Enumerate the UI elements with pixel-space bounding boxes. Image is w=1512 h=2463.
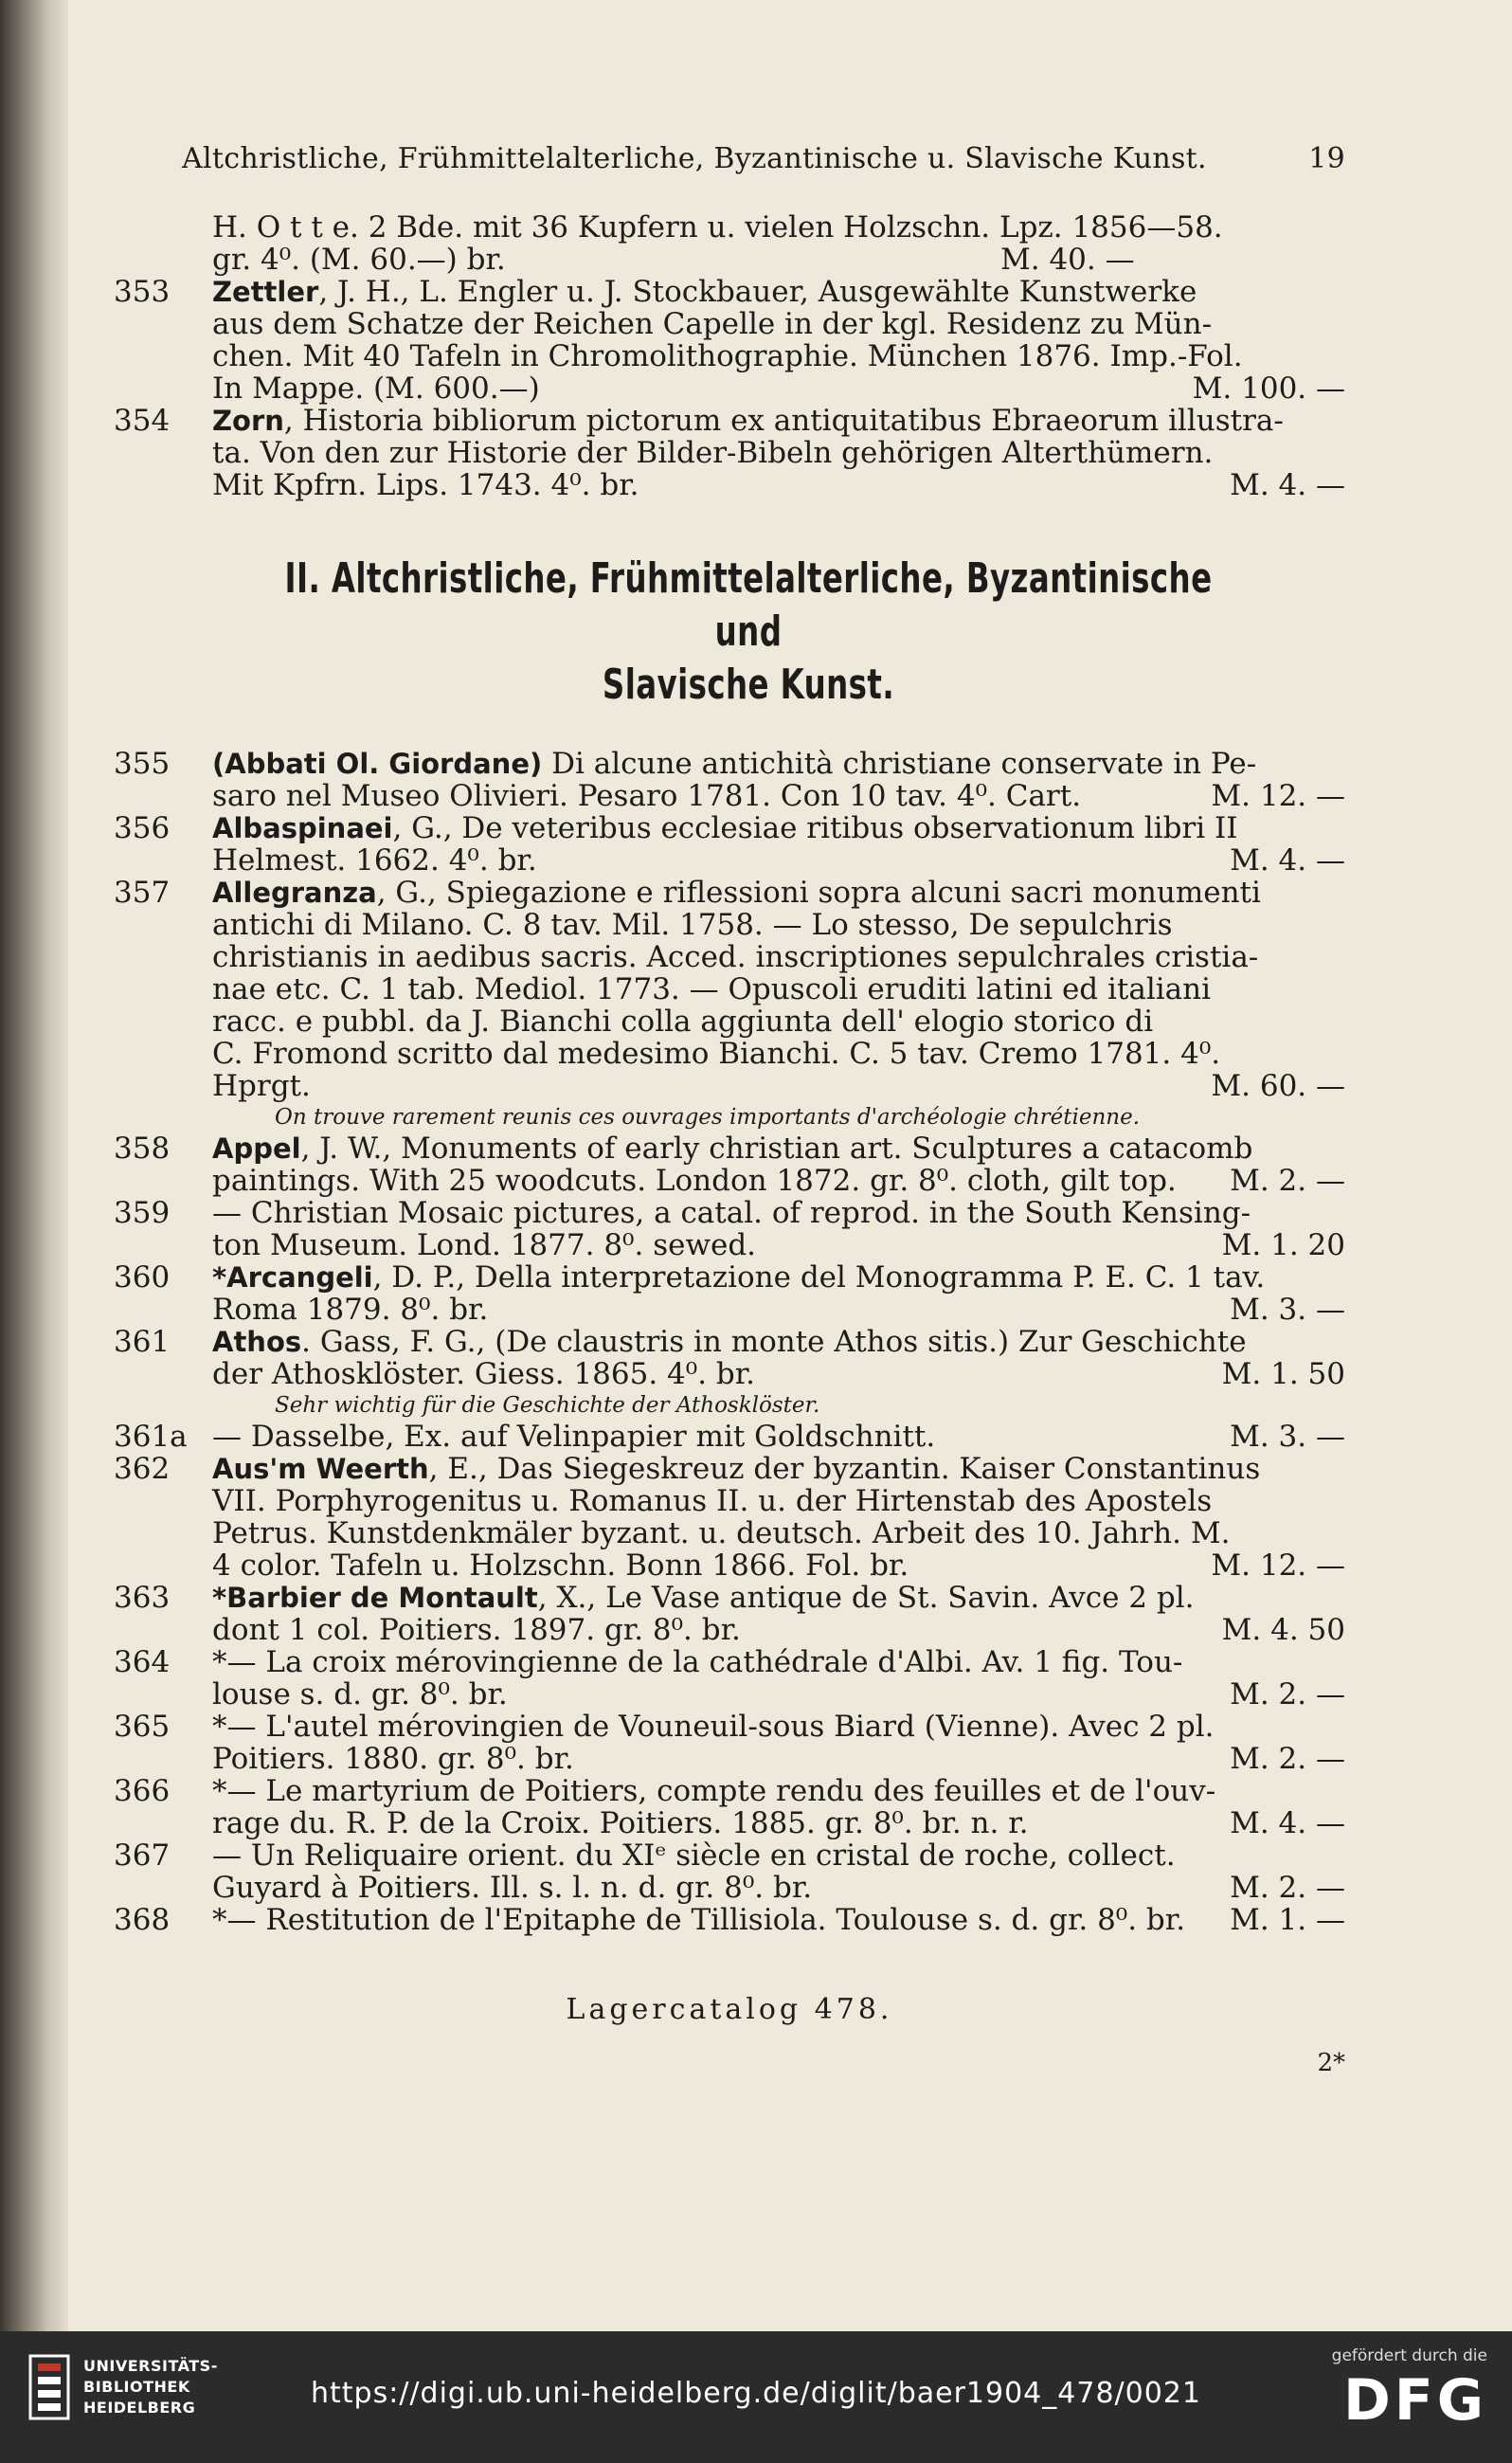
page-number: 19	[1308, 142, 1345, 175]
library-name: UNIVERSITÄTS- BIBLIOTHEK HEIDELBERG	[83, 2357, 218, 2417]
entry-text: , G., Spiegazione e riflessioni sopra alcuni sacri monumenti	[376, 876, 1261, 910]
entry-number: 353	[114, 275, 171, 309]
entry-price: M. 2. —	[1230, 1742, 1345, 1776]
catalog-entry	[114, 1646, 1345, 1711]
entry-price: M. 4. —	[1230, 843, 1345, 878]
dfg-funding-logo[interactable]	[1332, 2346, 1487, 2436]
entry-text: VII. Porphyrogenitus u. Romanus II. u. der Hirtenstab des Apostels	[212, 1484, 1213, 1518]
entry-note: Sehr wichtig für die Geschichte der Athosklöster.	[275, 1393, 820, 1418]
entry-text: Di alcune antichità christiane conservate in Pe-	[542, 747, 1257, 781]
entry-number: 357	[114, 876, 171, 910]
book-spine-edge	[0, 0, 68, 2331]
entry-text: C. Fromond scritto dal medesimo Bianchi. C. 5 tav. Cremo 1781. 4⁰.	[212, 1037, 1221, 1071]
entry-line	[212, 1904, 1345, 1936]
entry-author: Zettler	[212, 276, 319, 308]
catalog-entry	[114, 1453, 1345, 1582]
entry-line	[212, 340, 1345, 372]
page-content	[114, 142, 1345, 2083]
entry-price: M. 1. 50	[1221, 1357, 1345, 1391]
entry-line	[212, 1614, 1345, 1646]
entry-text: louse s. d. gr. 8⁰. br.	[212, 1677, 508, 1711]
entry-line	[212, 1646, 1345, 1678]
entry-text: Guyard à Poitiers. Ill. s. l. n. d. gr. 8⁰. br.	[212, 1871, 813, 1905]
entry-author: Albaspinaei	[212, 812, 393, 844]
entry-text: *— L'autel mérovingien de Vouneuil-sous Biard (Vienne). Avec 2 pl.	[212, 1710, 1215, 1744]
entry-line	[212, 877, 1345, 909]
entry-text: der Athosklöster. Giess. 1865. 4⁰. br.	[212, 1357, 756, 1391]
entry-price: M. 60. —	[1211, 1069, 1345, 1103]
entries-before-section	[114, 276, 1345, 501]
entry-text: racc. e pubbl. da J. Bianchi colla aggiunta dell' elogio storico di	[212, 1005, 1154, 1039]
entry-text: antichi di Milano. C. 8 tav. Mil. 1758. — Lo stesso, De sepulchris	[212, 908, 1173, 942]
entry-text: *— Le martyrium de Poitiers, compte rendu des feuilles et de l'ouv-	[212, 1774, 1216, 1808]
entry-author: Allegranza	[212, 877, 377, 909]
entry-line	[212, 1165, 1345, 1197]
entry-text: , J. W., Monuments of early christian art. Sculptures a catacomb	[300, 1132, 1253, 1166]
continued-line: H. O t t e. 2 Bde. mit 36 Kupfern u. vielen Holzschn. Lpz. 1856—58.	[212, 210, 1223, 244]
entry-author: Athos	[212, 1326, 302, 1358]
entry-text: Roma 1879. 8⁰. br.	[212, 1293, 489, 1327]
entry-text: , Historia bibliorum pictorum ex antiquitatibus Ebraeorum illustra-	[283, 404, 1284, 438]
entry-line	[212, 941, 1345, 973]
entry-text: christianis in aedibus sacris. Acced. inscriptiones sepulchrales cristia-	[212, 940, 1259, 974]
entry-text: , E., Das Siegeskreuz der byzantin. Kaiser Constantinus	[428, 1452, 1261, 1486]
entry-price: M. 2. —	[1230, 1164, 1345, 1198]
entry-line	[212, 973, 1345, 1005]
continued-line: gr. 4⁰. (M. 60.—) br. M. 40. —	[212, 243, 1135, 277]
entry-line	[212, 1485, 1345, 1517]
entry-text: rage du. R. P. de la Croix. Poitiers. 1885. gr. 8⁰. br. n. r.	[212, 1806, 1029, 1840]
dfg-wordmark: DFG	[1342, 2367, 1487, 2434]
entry-text: nae etc. C. 1 tab. Mediol. 1773. — Opuscoli eruditi latini ed italiani	[212, 972, 1212, 1006]
entry-number: 363	[114, 1581, 171, 1615]
entry-line	[212, 1582, 1345, 1614]
entry-text: aus dem Schatze der Reichen Capelle in der kgl. Residenz zu Mün-	[212, 307, 1213, 341]
entry-author: Zorn	[212, 405, 284, 437]
section-title-line: Slavische Kunst.	[602, 661, 895, 709]
entry-line	[212, 780, 1345, 812]
entry-line	[212, 1070, 1345, 1102]
entry-line	[212, 1711, 1345, 1743]
catalog-entry	[114, 1197, 1345, 1261]
entry-author: *Barbier de Montault	[212, 1582, 538, 1614]
entry-text: 4 color. Tafeln u. Holzschn. Bonn 1866. Fol. br.	[212, 1548, 909, 1583]
catalog-footer: Lagercatalog 478.	[566, 1993, 893, 2026]
entry-line	[212, 372, 1345, 405]
entry-number: 368	[114, 1903, 171, 1937]
entry-line	[212, 1132, 1345, 1165]
catalog-entry	[114, 1711, 1345, 1775]
catalog-entry	[114, 1421, 1345, 1453]
entry-line	[212, 469, 1345, 501]
running-head	[182, 142, 1345, 175]
entry-line	[212, 1517, 1345, 1549]
catalog-entry	[114, 276, 1345, 405]
entry-number: 355	[114, 747, 171, 781]
entry-line	[212, 1549, 1345, 1582]
entry-price: M. 4. —	[1230, 1806, 1345, 1840]
continued-entry	[114, 211, 1345, 276]
signature-mark: 2*	[1317, 2049, 1345, 2077]
section-title-line: II. Altchristliche, Frühmittelalterliche, Byzantinische und	[284, 554, 1213, 656]
entry-text: — Un Reliquaire orient. du XIᵉ siècle en cristal de roche, collect.	[212, 1838, 1176, 1873]
catalog-entry	[114, 812, 1345, 877]
entry-line	[212, 909, 1345, 941]
entry-number: 361a	[114, 1420, 188, 1454]
catalog-entry	[114, 748, 1345, 812]
entry-text: ton Museum. Lond. 1877. 8⁰. sewed.	[212, 1228, 757, 1262]
entry-text: paintings. With 25 woodcuts. London 1872. gr. 8⁰. cloth, gilt top.	[212, 1164, 1177, 1198]
entry-author: (Abbati Ol. Giordane)	[212, 748, 543, 780]
entry-line	[212, 1807, 1345, 1839]
entry-line	[212, 1358, 1345, 1390]
entry-line	[212, 437, 1345, 469]
entry-line	[212, 1261, 1345, 1294]
section-title	[259, 552, 1237, 712]
entry-number: 356	[114, 811, 171, 845]
entry-line	[212, 1872, 1345, 1904]
catalog-entry	[114, 1775, 1345, 1839]
catalog-entry	[114, 1839, 1345, 1904]
document-url-link[interactable]: https://digi.ub.uni-heidelberg.de/diglit/baer1904_478/0021	[311, 2377, 1201, 2410]
entry-line	[212, 1326, 1345, 1358]
entry-line	[212, 308, 1345, 340]
entry-line	[212, 844, 1345, 877]
entry-number: 366	[114, 1774, 171, 1808]
entry-number: 359	[114, 1196, 171, 1230]
entry-text: chen. Mit 40 Tafeln in Chromolithographie. München 1876. Imp.-Fol.	[212, 339, 1243, 373]
funded-by-label: gefördert durch die	[1331, 2346, 1487, 2365]
entry-text: Poitiers. 1880. gr. 8⁰. br.	[212, 1742, 574, 1776]
entry-text: , G., De veteribus ecclesiae ritibus observationum libri II	[392, 811, 1238, 845]
entry-line	[212, 1294, 1345, 1326]
entry-text: Petrus. Kunstdenkmäler byzant. u. deutsch. Arbeit des 10. Jahrh. M.	[212, 1516, 1231, 1550]
entry-line	[212, 1038, 1345, 1070]
catalog-entries	[114, 748, 1345, 1936]
catalog-entry	[114, 877, 1345, 1102]
entry-text: , D. P., Della interpretazione del Monogramma P. E. C. 1 tav.	[372, 1260, 1266, 1295]
entry-author: Aus'm Weerth	[212, 1453, 429, 1485]
entry-number: 362	[114, 1452, 171, 1486]
entry-text: — Christian Mosaic pictures, a catal. of reprod. in the South Kensing-	[212, 1196, 1251, 1230]
entry-author: Appel	[212, 1132, 301, 1165]
entry-line	[212, 748, 1345, 780]
entry-text: dont 1 col. Poitiers. 1897. gr. 8⁰. br.	[212, 1613, 741, 1647]
entry-price: M. 4. 50	[1221, 1613, 1345, 1647]
entry-number: 364	[114, 1645, 171, 1679]
entry-line	[212, 1775, 1345, 1807]
running-head-title: Altchristliche, Frühmittelalterliche, Byzantinische u. Slavische Kunst.	[182, 142, 1207, 175]
entry-number: 354	[114, 404, 171, 438]
catalog-entry	[114, 1261, 1345, 1326]
entry-text: *— Restitution de l'Epitaphe de Tillisiola. Toulouse s. d. gr. 8⁰. br.	[212, 1903, 1186, 1937]
entry-line	[212, 1197, 1345, 1229]
catalog-entry	[114, 1904, 1345, 1936]
entry-price: M. 12. —	[1211, 1548, 1345, 1583]
entry-number: 361	[114, 1325, 171, 1359]
entry-line	[212, 1229, 1345, 1261]
entry-text: , X., Le Vase antique de St. Savin. Avce 2 pl.	[537, 1581, 1195, 1615]
entry-price: M. 100. —	[1192, 371, 1345, 406]
entry-price: M. 2. —	[1230, 1871, 1345, 1905]
entry-price: M. 3. —	[1230, 1420, 1345, 1454]
entry-text: Hprgt.	[212, 1069, 311, 1103]
entry-number: 360	[114, 1260, 171, 1295]
entry-line	[212, 1678, 1345, 1711]
entry-note: On trouve rarement reunis ces ouvrages importants d'archéologie chrétienne.	[275, 1105, 1141, 1130]
entry-number: 365	[114, 1710, 171, 1744]
entry-line	[212, 1743, 1345, 1775]
entry-price: M. 4. —	[1230, 468, 1345, 502]
entry-price: M. 1. 20	[1221, 1228, 1345, 1262]
entry-text: In Mappe. (M. 600.—)	[212, 371, 540, 406]
entry-price: M. 3. —	[1230, 1293, 1345, 1327]
catalog-entry	[114, 1582, 1345, 1646]
entry-text: . Gass, F. G., (De claustris in monte Athos sitis.) Zur Geschichte	[301, 1325, 1247, 1359]
catalog-entry	[114, 1326, 1345, 1390]
entry-line	[212, 812, 1345, 844]
entry-line	[212, 405, 1345, 437]
entry-text: *— La croix mérovingienne de la cathédrale d'Albi. Av. 1 fig. Tou-	[212, 1645, 1183, 1679]
catalog-entry	[114, 1132, 1345, 1197]
entry-line	[212, 1839, 1345, 1872]
entry-text: Mit Kpfrn. Lips. 1743. 4⁰. br.	[212, 468, 639, 502]
entry-text: ta. Von den zur Historie der Bilder-Bibeln gehörigen Alterthümern.	[212, 436, 1214, 470]
entry-text: , J. H., L. Engler u. J. Stockbauer, Ausgewählte Kunstwerke	[318, 275, 1197, 309]
entry-text: Helmest. 1662. 4⁰. br.	[212, 843, 537, 878]
catalog-entry	[114, 405, 1345, 501]
entry-author: *Arcangeli	[212, 1261, 373, 1294]
viewer-bottom-bar	[0, 2331, 1512, 2463]
entry-line	[212, 1005, 1345, 1038]
entry-line	[212, 1421, 1345, 1453]
entry-price: M. 1. —	[1230, 1903, 1345, 1937]
entry-line	[212, 1453, 1345, 1485]
entry-number: 367	[114, 1838, 171, 1873]
entry-number: 358	[114, 1132, 171, 1166]
entry-text: saro nel Museo Olivieri. Pesaro 1781. Con 10 tav. 4⁰. Cart.	[212, 779, 1082, 813]
entry-price: M. 2. —	[1230, 1677, 1345, 1711]
entry-line	[212, 276, 1345, 308]
entry-text: — Dasselbe, Ex. auf Velinpapier mit Goldschnitt.	[212, 1420, 936, 1454]
entry-price: M. 12. —	[1211, 779, 1345, 813]
